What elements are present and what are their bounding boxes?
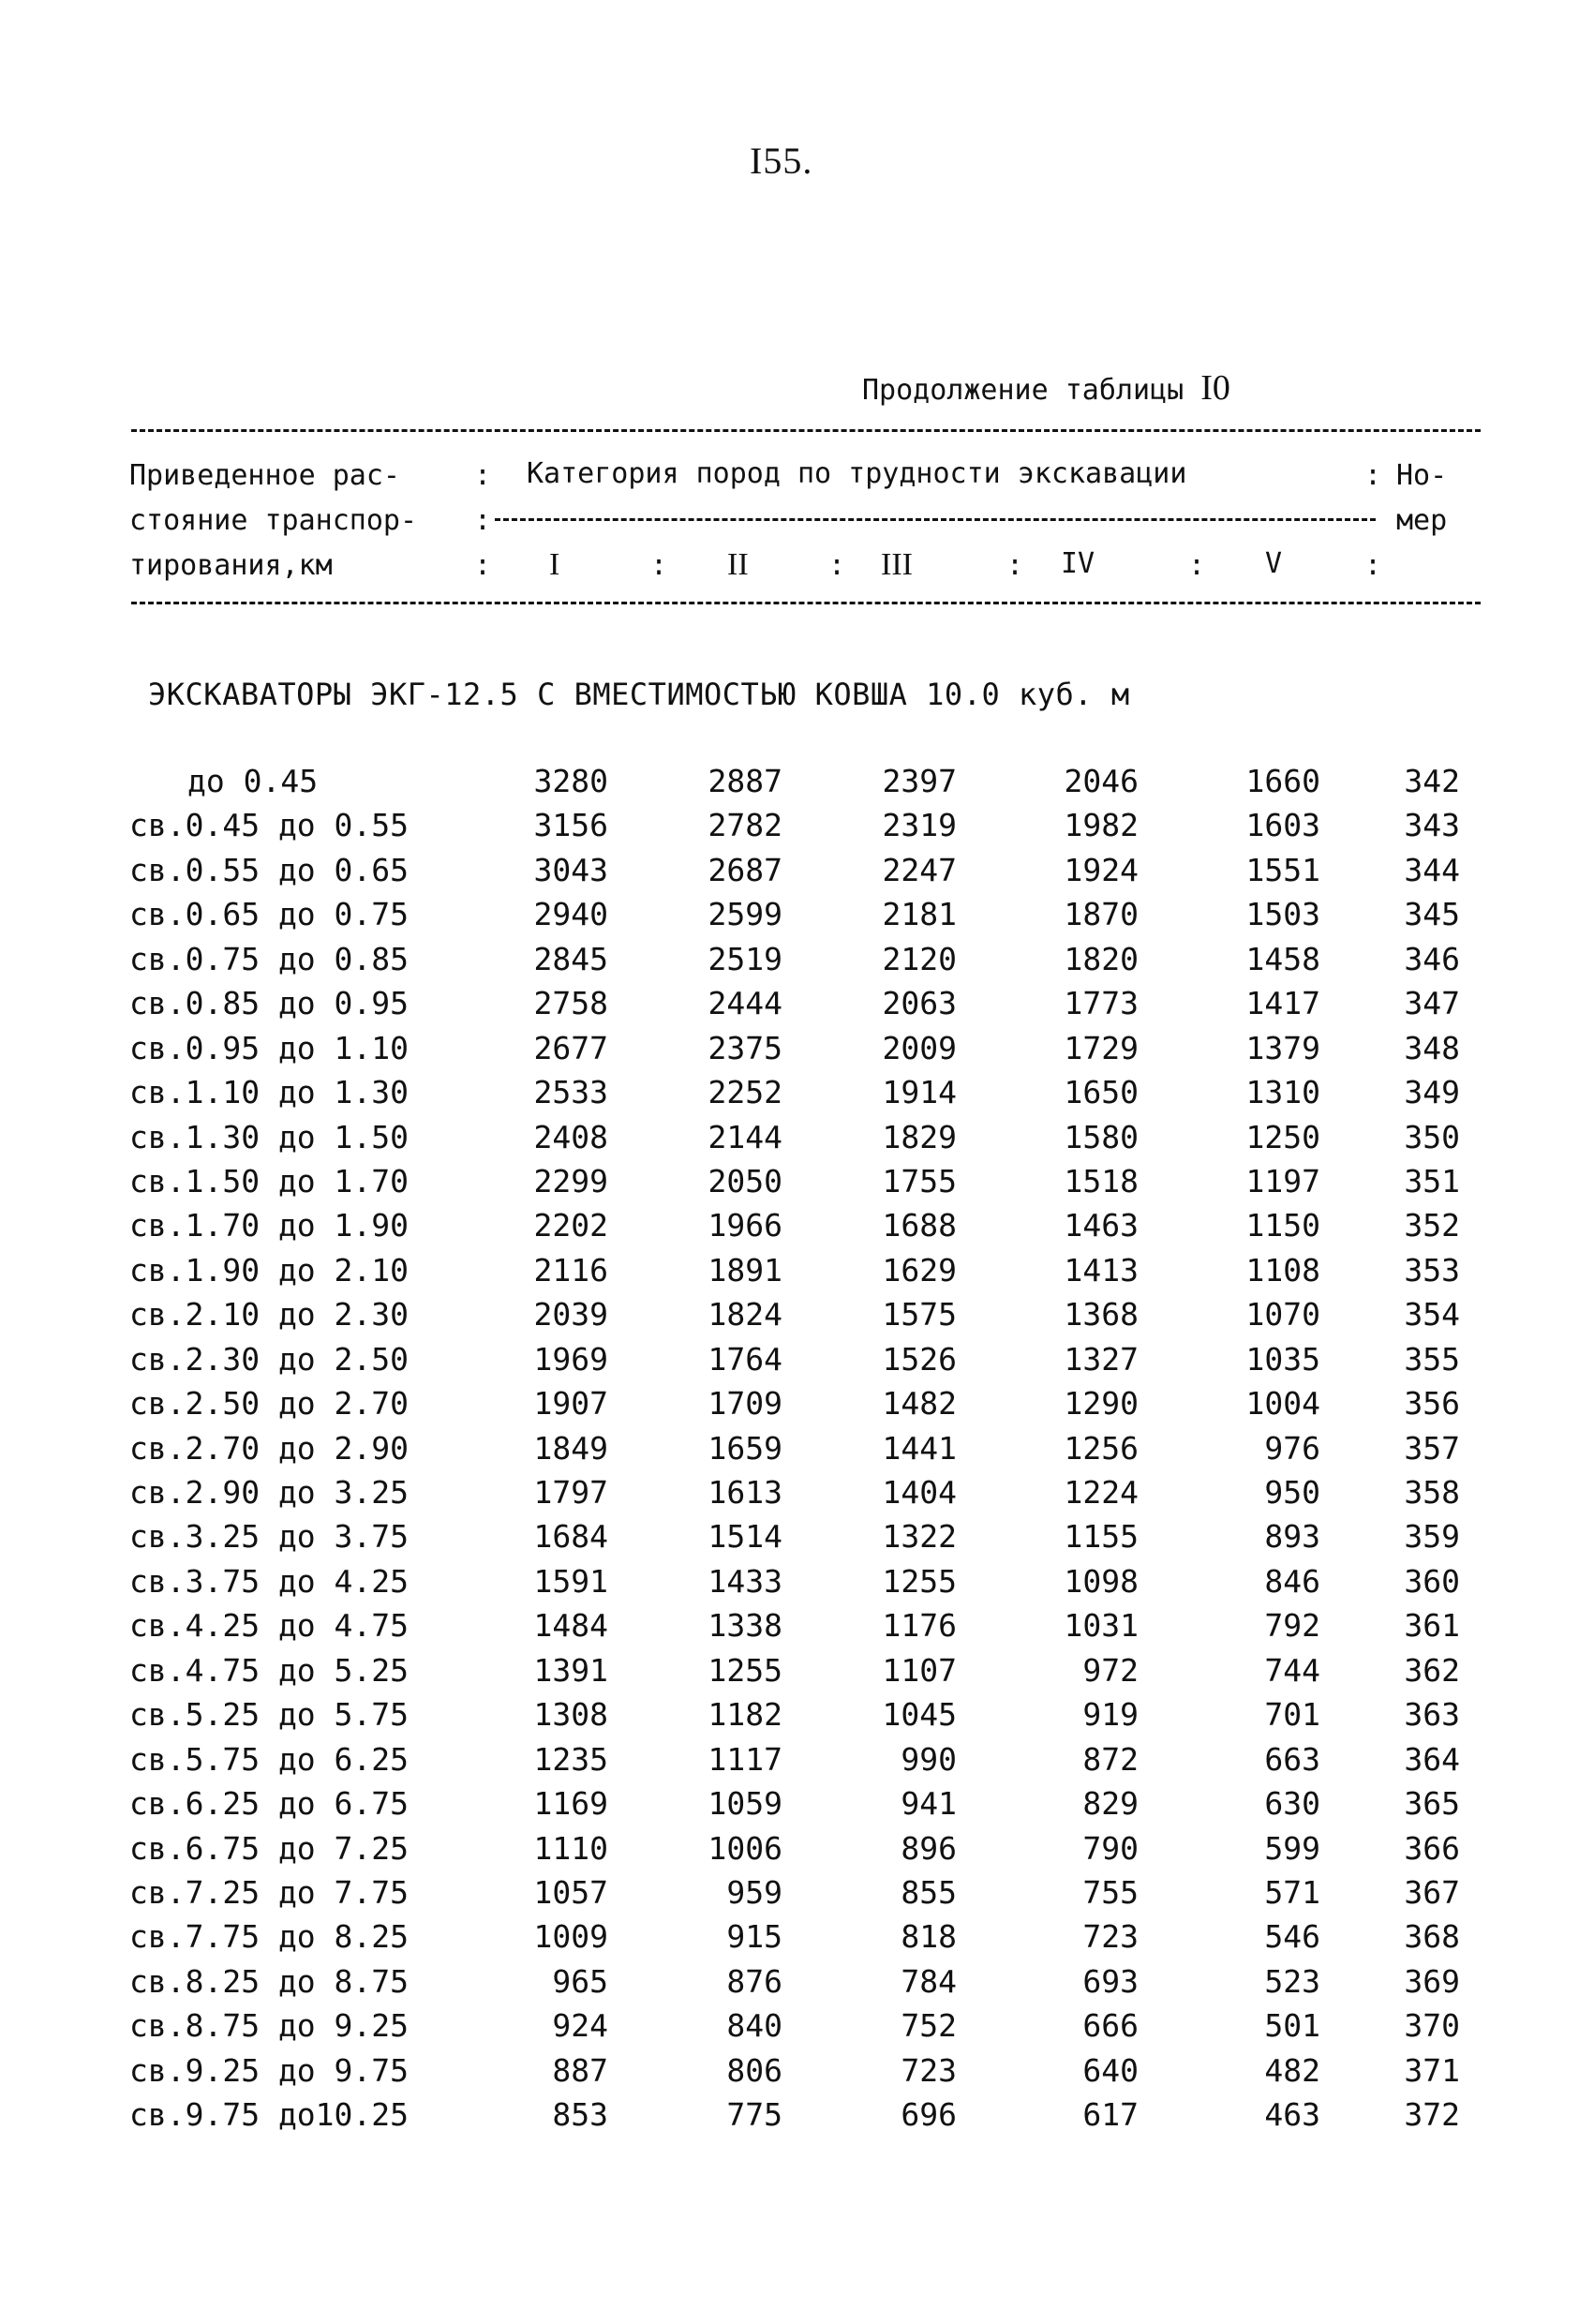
category-iv-cell: 666 (1082, 2007, 1139, 2045)
row-number-cell: 366 (1404, 1829, 1460, 1867)
table-row (0, 848, 1594, 892)
distance-cell: св.0.55 до 0.65 (129, 851, 410, 888)
table-row (0, 1870, 1594, 1914)
category-i-cell: 2408 (533, 1118, 608, 1155)
category-ii-cell: 1006 (708, 1829, 782, 1867)
category-iv-cell: 1290 (1064, 1385, 1139, 1423)
distance-cell: св.0.85 до 0.95 (129, 985, 410, 1022)
distance-cell: св.6.75 до 7.25 (129, 1829, 410, 1867)
category-i-cell: 1484 (533, 1607, 608, 1645)
table-row (0, 1781, 1594, 1825)
table-row (0, 803, 1594, 847)
table-row (0, 1070, 1594, 1114)
category-v-cell: 701 (1264, 1696, 1320, 1734)
distance-cell: св.1.30 до 1.50 (129, 1118, 410, 1155)
category-i-cell: 2202 (533, 1207, 608, 1244)
category-iv-cell: 2046 (1064, 763, 1139, 799)
header-bottom-rule (131, 602, 1481, 604)
category-iv-cell: 640 (1082, 2051, 1139, 2089)
category-iv-cell: 1098 (1064, 1562, 1139, 1600)
distance-cell: св.1.70 до 1.90 (129, 1207, 410, 1244)
distance-cell: св.3.75 до 4.25 (129, 1562, 410, 1600)
header-separator: : (1006, 549, 1024, 582)
category-iii-cell: 1575 (882, 1296, 957, 1333)
table-row (0, 759, 1594, 803)
table-row (0, 1203, 1594, 1247)
category-ii-cell: 1514 (708, 1518, 782, 1556)
category-header-v: V (1265, 547, 1283, 580)
category-ii-cell: 2782 (708, 807, 782, 844)
category-ii-cell: 1059 (708, 1785, 782, 1823)
distance-cell: св.2.10 до 2.30 (129, 1296, 410, 1333)
category-v-cell: 1070 (1245, 1296, 1320, 1333)
category-iii-cell: 2397 (882, 763, 957, 799)
header-separator: : (650, 549, 668, 582)
row-number-cell: 352 (1404, 1207, 1460, 1244)
table-row (0, 1559, 1594, 1603)
distance-cell: св.7.75 до 8.25 (129, 1918, 410, 1956)
category-v-cell: 950 (1264, 1474, 1320, 1511)
category-iv-cell: 1224 (1064, 1474, 1139, 1511)
category-ii-cell: 1659 (708, 1429, 782, 1467)
row-number-cell: 348 (1404, 1029, 1460, 1066)
category-iii-cell: 1688 (882, 1207, 957, 1244)
category-ii-cell: 959 (726, 1873, 782, 1911)
row-number-cell: 365 (1404, 1785, 1460, 1823)
category-v-cell: 463 (1264, 2096, 1320, 2134)
category-iv-cell: 755 (1082, 1873, 1139, 1911)
table-row (0, 1292, 1594, 1336)
category-iv-cell: 1031 (1064, 1607, 1139, 1645)
category-iii-cell: 1404 (882, 1474, 957, 1511)
table-row (0, 1826, 1594, 1870)
table-row (0, 1426, 1594, 1470)
distance-cell: св.0.75 до 0.85 (129, 940, 410, 977)
category-iii-cell: 1829 (882, 1118, 957, 1155)
row-number-cell: 355 (1404, 1340, 1460, 1378)
category-i-cell: 2299 (533, 1162, 608, 1199)
category-iii-cell: 2247 (882, 851, 957, 888)
category-iii-cell: 896 (901, 1829, 957, 1867)
category-iii-cell: 990 (901, 1740, 957, 1778)
category-v-cell: 599 (1264, 1829, 1320, 1867)
row-number-cell: 344 (1404, 851, 1460, 888)
category-iii-cell: 784 (901, 1962, 957, 2000)
row-number-cell: 360 (1404, 1562, 1460, 1600)
category-iii-cell: 2319 (882, 807, 957, 844)
category-iv-cell: 1773 (1064, 985, 1139, 1022)
section-title: ЭКСКАВАТОРЫ ЭКГ-12.5 С ВМЕСТИМОСТЬЮ КОВША 10.0 куб. м (148, 677, 1130, 712)
category-iv-cell: 1924 (1064, 851, 1139, 888)
category-v-cell: 1458 (1245, 940, 1320, 977)
category-iv-cell: 1518 (1064, 1162, 1139, 1199)
distance-cell: св.1.10 до 1.30 (129, 1074, 410, 1111)
table-number: I0 (1200, 368, 1230, 408)
header-top-rule (131, 429, 1481, 432)
row-number-cell: 363 (1404, 1696, 1460, 1734)
table-row (0, 937, 1594, 981)
row-number-cell: 342 (1404, 763, 1460, 799)
row-number-cell: 351 (1404, 1162, 1460, 1199)
distance-header-line3: тирования,км (129, 549, 333, 582)
distance-cell: св.8.75 до 9.25 (129, 2007, 410, 2045)
header-separator: : (1364, 549, 1382, 582)
category-ii-cell: 2887 (708, 763, 782, 799)
distance-cell: св.2.90 до 3.25 (129, 1474, 410, 1511)
header-separator: : (474, 459, 492, 492)
category-i-cell: 2677 (533, 1029, 608, 1066)
distance-cell: св.2.70 до 2.90 (129, 1429, 410, 1467)
category-iii-cell: 1914 (882, 1074, 957, 1111)
row-number-cell: 364 (1404, 1740, 1460, 1778)
category-iii-cell: 818 (901, 1918, 957, 1956)
distance-cell: св.5.25 до 5.75 (129, 1696, 410, 1734)
category-i-cell: 1110 (533, 1829, 608, 1867)
row-number-cell: 369 (1404, 1962, 1460, 2000)
category-ii-cell: 806 (726, 2051, 782, 2089)
distance-cell: до 0.45 (187, 763, 319, 799)
category-iii-cell: 1482 (882, 1385, 957, 1423)
category-iii-cell: 1322 (882, 1518, 957, 1556)
category-v-cell: 792 (1264, 1607, 1320, 1645)
table-row (0, 1115, 1594, 1159)
category-ii-cell: 2144 (708, 1118, 782, 1155)
category-iv-cell: 872 (1082, 1740, 1139, 1778)
table-row (0, 2093, 1594, 2137)
category-i-cell: 887 (552, 2051, 608, 2089)
category-iii-cell: 855 (901, 1873, 957, 1911)
row-number-cell: 361 (1404, 1607, 1460, 1645)
category-iv-cell: 1327 (1064, 1340, 1139, 1378)
category-iv-cell: 1256 (1064, 1429, 1139, 1467)
table-row (0, 1470, 1594, 1514)
category-iv-cell: 972 (1082, 1651, 1139, 1689)
header-separator: : (474, 504, 492, 537)
category-v-cell: 1551 (1245, 851, 1320, 888)
category-i-cell: 1235 (533, 1740, 608, 1778)
table-row (0, 1159, 1594, 1203)
category-i-cell: 3280 (533, 763, 608, 799)
category-header-iii: III (881, 547, 913, 582)
table-row (0, 1914, 1594, 1959)
category-iv-cell: 1580 (1064, 1118, 1139, 1155)
category-i-cell: 2116 (533, 1251, 608, 1289)
category-iv-cell: 1463 (1064, 1207, 1139, 1244)
category-v-cell: 1035 (1245, 1340, 1320, 1378)
table-row (0, 1692, 1594, 1736)
category-i-cell: 1849 (533, 1429, 608, 1467)
distance-cell: св.7.25 до 7.75 (129, 1873, 410, 1911)
category-iii-cell: 1629 (882, 1251, 957, 1289)
table-row (0, 1648, 1594, 1692)
distance-cell: св.2.50 до 2.70 (129, 1385, 410, 1423)
category-iv-cell: 1982 (1064, 807, 1139, 844)
category-ii-cell: 1709 (708, 1385, 782, 1423)
category-v-cell: 1150 (1245, 1207, 1320, 1244)
distance-cell: св.1.90 до 2.10 (129, 1251, 410, 1289)
category-iv-cell: 1155 (1064, 1518, 1139, 1556)
category-i-cell: 1308 (533, 1696, 608, 1734)
row-number-cell: 349 (1404, 1074, 1460, 1111)
number-header-line1: Но- (1396, 459, 1448, 492)
category-ii-cell: 775 (726, 2096, 782, 2134)
category-i-cell: 2039 (533, 1296, 608, 1333)
page-number: I55. (750, 140, 813, 182)
category-v-cell: 630 (1264, 1785, 1320, 1823)
category-iii-cell: 696 (901, 2096, 957, 2134)
category-iv-cell: 1413 (1064, 1251, 1139, 1289)
category-i-cell: 853 (552, 2096, 608, 2134)
distance-cell: св.6.25 до 6.75 (129, 1785, 410, 1823)
category-i-cell: 1907 (533, 1385, 608, 1423)
row-number-cell: 350 (1404, 1118, 1460, 1155)
category-v-cell: 1004 (1245, 1385, 1320, 1423)
category-v-cell: 1250 (1245, 1118, 1320, 1155)
category-ii-cell: 1891 (708, 1251, 782, 1289)
category-header-divider (495, 518, 1376, 521)
category-v-cell: 1108 (1245, 1251, 1320, 1289)
category-iii-cell: 2120 (882, 940, 957, 977)
category-v-cell: 1603 (1245, 807, 1320, 844)
category-i-cell: 1797 (533, 1474, 608, 1511)
table-row (0, 1248, 1594, 1292)
category-i-cell: 1969 (533, 1340, 608, 1378)
distance-cell: св.5.75 до 6.25 (129, 1740, 410, 1778)
category-v-cell: 482 (1264, 2051, 1320, 2089)
category-v-cell: 976 (1264, 1429, 1320, 1467)
category-ii-cell: 1613 (708, 1474, 782, 1511)
category-i-cell: 2533 (533, 1074, 608, 1111)
category-iv-cell: 829 (1082, 1785, 1139, 1823)
data-table (0, 759, 1594, 2138)
category-iii-cell: 1755 (882, 1162, 957, 1199)
category-iii-cell: 1176 (882, 1607, 957, 1645)
table-row (0, 1959, 1594, 2004)
distance-cell: св.0.65 до 0.75 (129, 896, 410, 933)
category-v-cell: 523 (1264, 1962, 1320, 2000)
category-iii-cell: 2063 (882, 985, 957, 1022)
category-header-iv: IV (1061, 547, 1095, 580)
distance-cell: св.8.25 до 8.75 (129, 1962, 410, 2000)
category-ii-cell: 1764 (708, 1340, 782, 1378)
category-iv-cell: 1820 (1064, 940, 1139, 977)
category-ii-cell: 2599 (708, 896, 782, 933)
header-separator: : (1364, 459, 1382, 492)
row-number-cell: 359 (1404, 1518, 1460, 1556)
category-i-cell: 3043 (533, 851, 608, 888)
row-number-cell: 362 (1404, 1651, 1460, 1689)
category-header-i: I (549, 547, 560, 582)
table-row (0, 981, 1594, 1025)
distance-header-line2: стояние транспор- (129, 504, 418, 537)
distance-cell: св.1.50 до 1.70 (129, 1162, 410, 1199)
category-iv-cell: 1870 (1064, 896, 1139, 933)
category-v-cell: 1417 (1245, 985, 1320, 1022)
table-row (0, 1337, 1594, 1381)
row-number-cell: 356 (1404, 1385, 1460, 1423)
category-iii-cell: 723 (901, 2051, 957, 2089)
category-header-title: Категория пород по трудности экскавации (527, 457, 1187, 490)
category-iii-cell: 941 (901, 1785, 957, 1823)
distance-cell: св.9.75 до10.25 (129, 2096, 410, 2134)
row-number-cell: 343 (1404, 807, 1460, 844)
category-ii-cell: 1433 (708, 1562, 782, 1600)
category-i-cell: 1684 (533, 1518, 608, 1556)
category-i-cell: 2845 (533, 940, 608, 977)
category-ii-cell: 2252 (708, 1074, 782, 1111)
table-row (0, 2004, 1594, 2048)
category-ii-cell: 2375 (708, 1029, 782, 1066)
category-ii-cell: 1117 (708, 1740, 782, 1778)
category-i-cell: 1169 (533, 1785, 608, 1823)
table-row (0, 2048, 1594, 2093)
distance-header-line1: Приведенное рас- (129, 459, 400, 492)
category-iii-cell: 1526 (882, 1340, 957, 1378)
distance-cell: св.0.95 до 1.10 (129, 1029, 410, 1066)
category-v-cell: 1310 (1245, 1074, 1320, 1111)
category-i-cell: 2940 (533, 896, 608, 933)
category-iv-cell: 790 (1082, 1829, 1139, 1867)
header-separator: : (1188, 549, 1206, 582)
header-separator: : (828, 549, 846, 582)
category-ii-cell: 1255 (708, 1651, 782, 1689)
category-v-cell: 546 (1264, 1918, 1320, 1956)
table-caption (862, 367, 1230, 409)
category-ii-cell: 1338 (708, 1607, 782, 1645)
category-ii-cell: 1182 (708, 1696, 782, 1734)
header-separator: : (474, 549, 492, 582)
category-v-cell: 1379 (1245, 1029, 1320, 1066)
category-i-cell: 3156 (533, 807, 608, 844)
row-number-cell: 367 (1404, 1873, 1460, 1911)
row-number-cell: 345 (1404, 896, 1460, 933)
category-ii-cell: 1966 (708, 1207, 782, 1244)
category-i-cell: 965 (552, 1962, 608, 2000)
category-iv-cell: 693 (1082, 1962, 1139, 2000)
category-i-cell: 1391 (533, 1651, 608, 1689)
table-row (0, 1026, 1594, 1070)
distance-cell: св.4.75 до 5.25 (129, 1651, 410, 1689)
category-i-cell: 2758 (533, 985, 608, 1022)
category-i-cell: 924 (552, 2007, 608, 2045)
table-row (0, 1381, 1594, 1425)
category-ii-cell: 1824 (708, 1296, 782, 1333)
category-iii-cell: 1441 (882, 1429, 957, 1467)
category-i-cell: 1591 (533, 1562, 608, 1600)
category-ii-cell: 2444 (708, 985, 782, 1022)
distance-cell: св.4.25 до 4.75 (129, 1607, 410, 1645)
row-number-cell: 358 (1404, 1474, 1460, 1511)
category-ii-cell: 2050 (708, 1162, 782, 1199)
category-i-cell: 1057 (533, 1873, 608, 1911)
category-ii-cell: 915 (726, 1918, 782, 1956)
category-iii-cell: 752 (901, 2007, 957, 2045)
category-v-cell: 744 (1264, 1651, 1320, 1689)
distance-cell: св.9.25 до 9.75 (129, 2051, 410, 2089)
category-v-cell: 571 (1264, 1873, 1320, 1911)
table-row (0, 1603, 1594, 1647)
category-v-cell: 663 (1264, 1740, 1320, 1778)
row-number-cell: 346 (1404, 940, 1460, 977)
category-iv-cell: 1368 (1064, 1296, 1139, 1333)
table-row (0, 892, 1594, 936)
distance-cell: св.3.25 до 3.75 (129, 1518, 410, 1556)
row-number-cell: 371 (1404, 2051, 1460, 2089)
category-iv-cell: 617 (1082, 2096, 1139, 2134)
row-number-cell: 354 (1404, 1296, 1460, 1333)
category-i-cell: 1009 (533, 1918, 608, 1956)
category-iii-cell: 2009 (882, 1029, 957, 1066)
category-iii-cell: 2181 (882, 896, 957, 933)
category-header-ii: II (727, 547, 749, 582)
table-caption-text: Продолжение таблицы (862, 374, 1184, 407)
category-v-cell: 501 (1264, 2007, 1320, 2045)
row-number-cell: 368 (1404, 1918, 1460, 1956)
category-v-cell: 893 (1264, 1518, 1320, 1556)
category-ii-cell: 2519 (708, 940, 782, 977)
category-iii-cell: 1107 (882, 1651, 957, 1689)
category-v-cell: 846 (1264, 1562, 1320, 1600)
distance-cell: св.0.45 до 0.55 (129, 807, 410, 844)
category-iv-cell: 919 (1082, 1696, 1139, 1734)
row-number-cell: 357 (1404, 1429, 1460, 1467)
category-v-cell: 1503 (1245, 896, 1320, 933)
row-number-cell: 353 (1404, 1251, 1460, 1289)
category-iv-cell: 1729 (1064, 1029, 1139, 1066)
row-number-cell: 370 (1404, 2007, 1460, 2045)
category-iii-cell: 1045 (882, 1696, 957, 1734)
category-v-cell: 1197 (1245, 1162, 1320, 1199)
category-iv-cell: 1650 (1064, 1074, 1139, 1111)
distance-cell: св.2.30 до 2.50 (129, 1340, 410, 1378)
category-iii-cell: 1255 (882, 1562, 957, 1600)
category-iv-cell: 723 (1082, 1918, 1139, 1956)
category-ii-cell: 840 (726, 2007, 782, 2045)
table-row (0, 1737, 1594, 1781)
category-ii-cell: 2687 (708, 851, 782, 888)
category-ii-cell: 876 (726, 1962, 782, 2000)
row-number-cell: 372 (1404, 2096, 1460, 2134)
row-number-cell: 347 (1404, 985, 1460, 1022)
table-row (0, 1514, 1594, 1558)
number-header-line2: мер (1396, 504, 1448, 537)
category-v-cell: 1660 (1245, 763, 1320, 799)
